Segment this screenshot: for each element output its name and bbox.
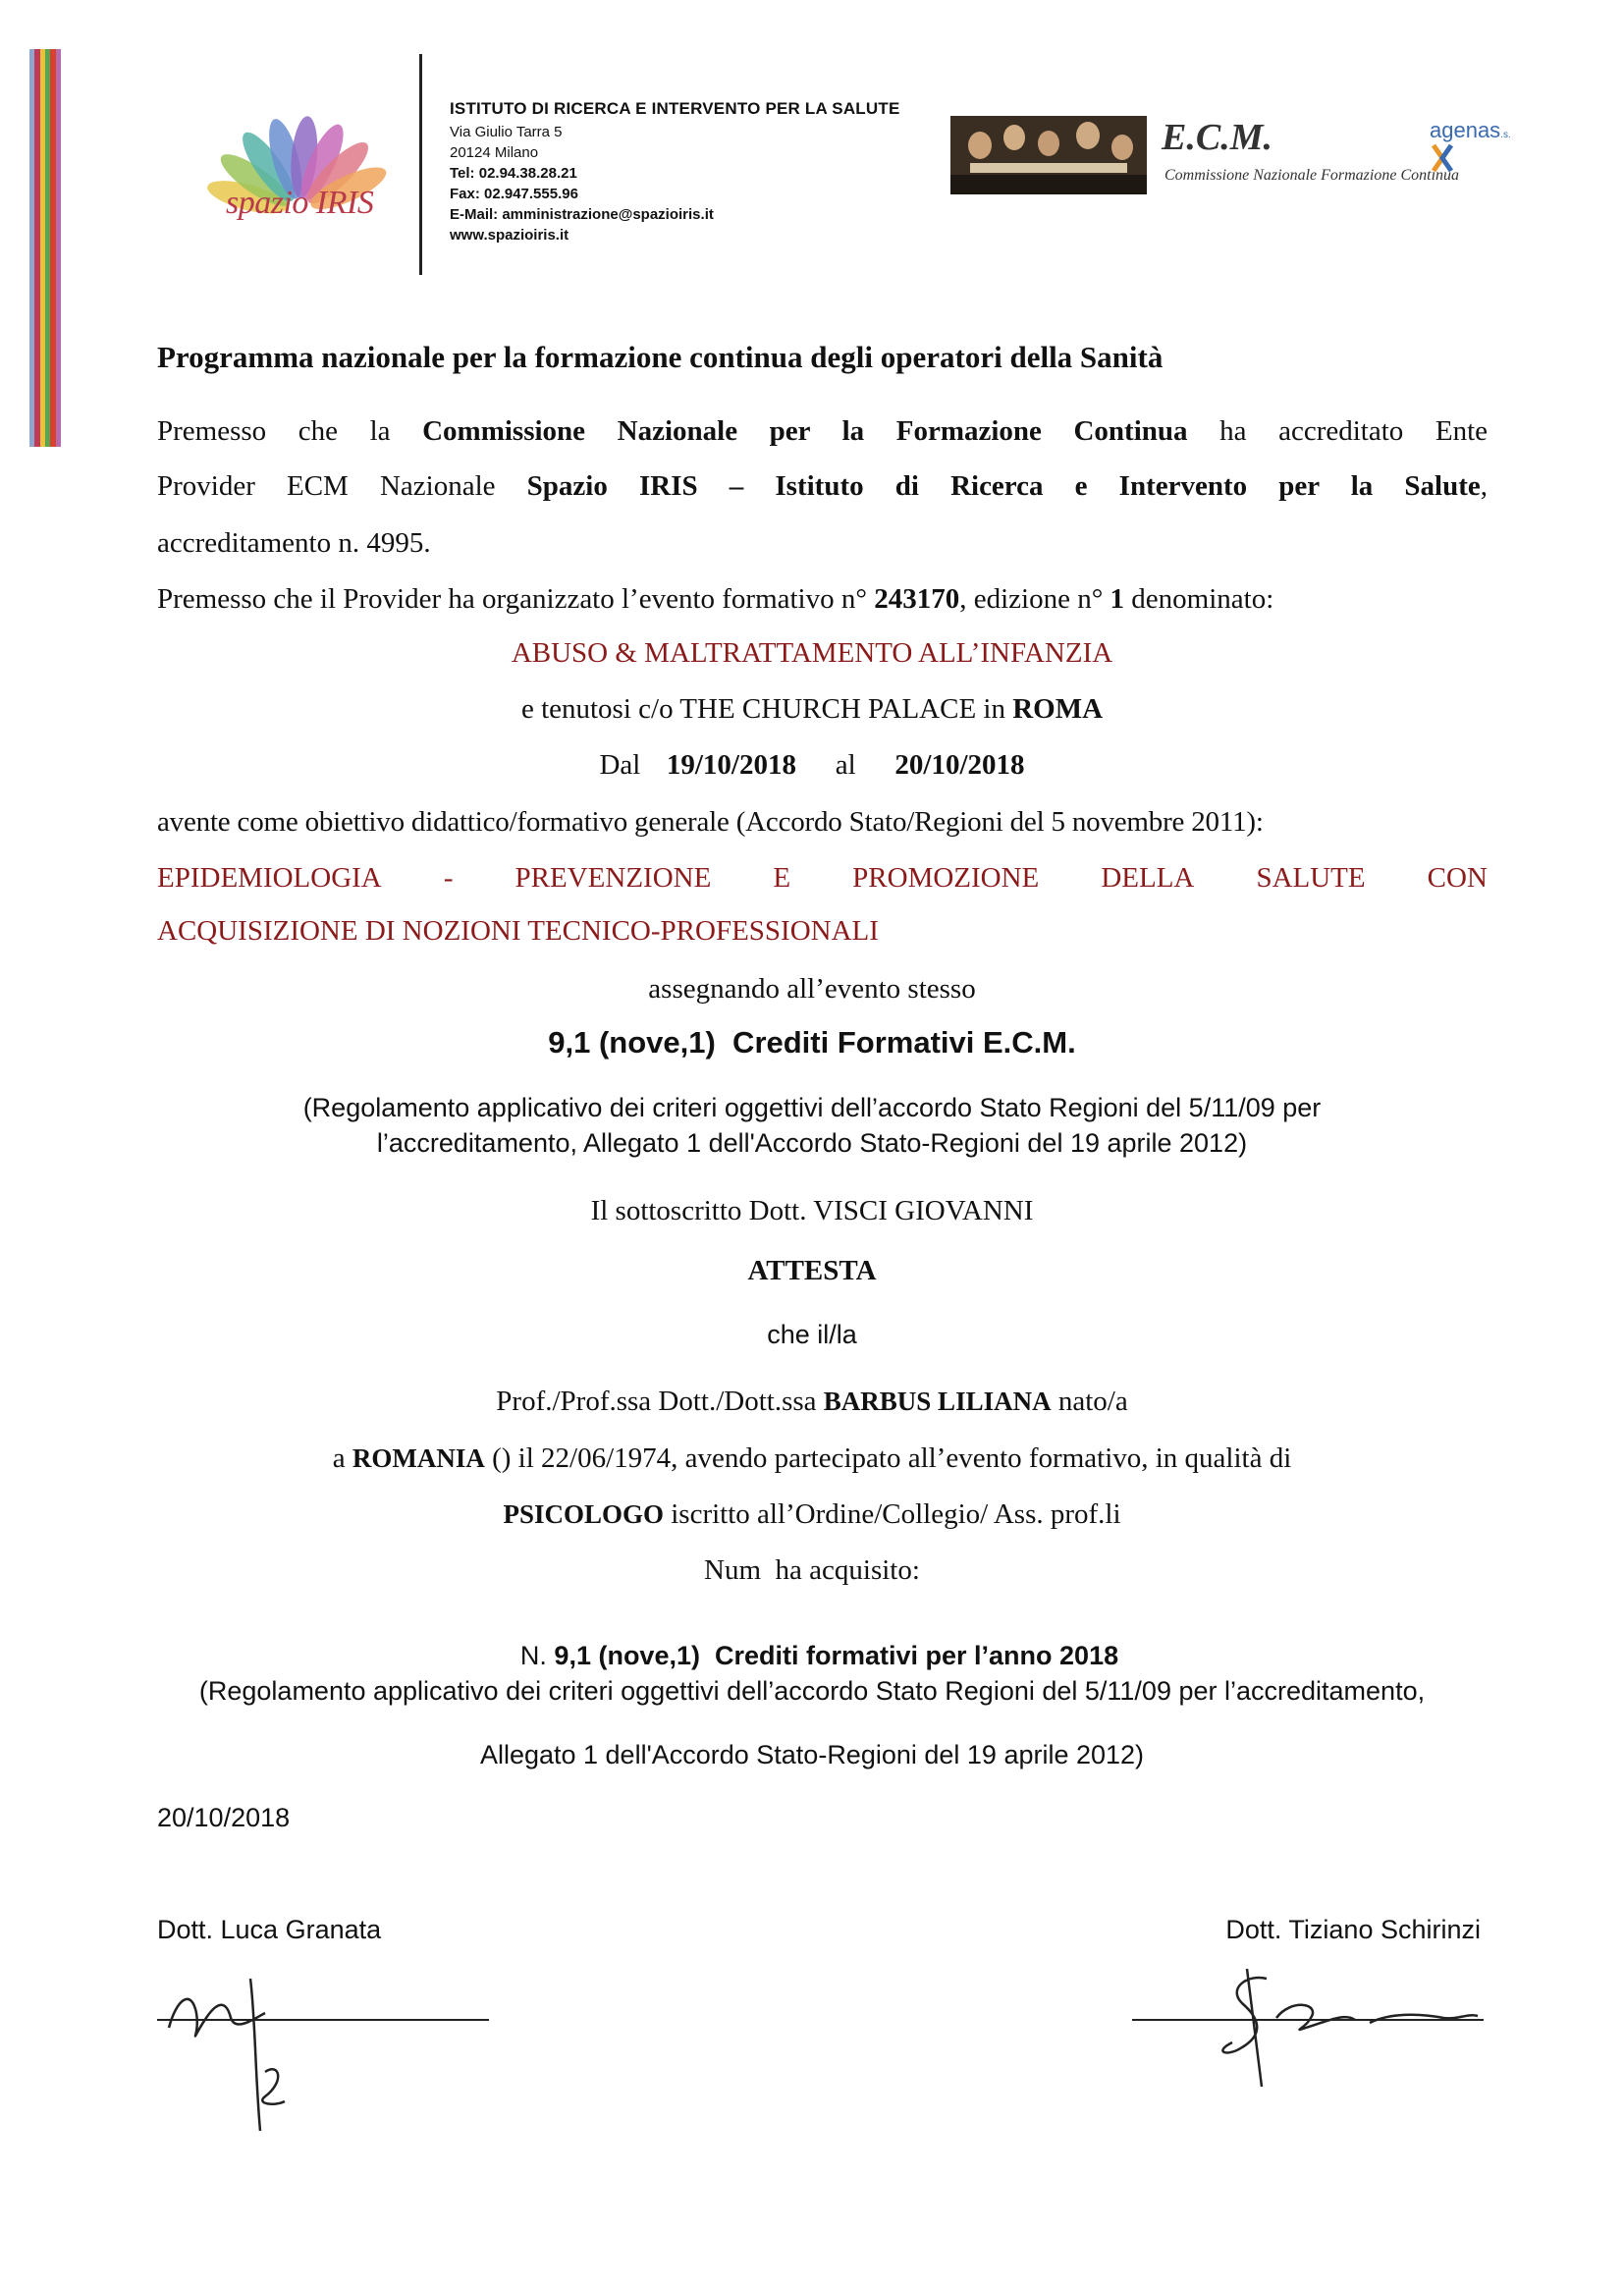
objective-intro: avente come obiettivo didattico/formativo generale (Accordo Stato/Regioni del 5 novembre 2011): [157,806,1264,838]
regulation-note-1-line-1: (Regolamento applicativo dei criteri oggettivi dell’accordo Stato Regioni del 5/11/09 per [302,1093,1322,1122]
regulation-note-2-line-2: Allegato 1 dell'Accordo Stato-Regioni del 19 aprile 2012) [479,1740,1145,1769]
acquired-line: Num ha acquisito: [704,1554,920,1586]
accreditation-number: accreditamento n. 4995. [157,527,431,559]
regulation-note-1 [0,1090,1624,1161]
objective-line-2: ACQUISIZIONE DI NOZIONI TECNICO-PROFESSIONALI [157,915,879,947]
signature-left-scribble [157,1959,334,2136]
event-title: ABUSO & MALTRATTAMENTO ALL’INFANZIA [511,637,1113,669]
event-venue: e tenutosi c/o THE CHURCH PALACE in ROMA [520,693,1104,725]
participant-birth-line: a ROMANIA () il 22/06/1974, avendo partecipato all’evento formativo, in qualità di [332,1442,1292,1474]
flower-logo-icon [201,98,398,245]
signature-right-name: Dott. Tiziano Schirinzi [1225,1915,1481,1944]
accreditation-line-2: Provider ECM Nazionale Spazio IRIS – Istituto di Ricerca e Intervento per la Salute, [157,470,1489,502]
institute-name: ISTITUTO DI RICERCA E INTERVENTO PER LA SALUTE [450,99,900,118]
page-title: Programma nazionale per la formazione continua degli operatori della Sanità [157,340,1164,374]
che-il-la: che il/la [767,1320,857,1349]
address-street: Via Giulio Tarra 5 [450,124,563,140]
ecm-title: E.C.M. [1162,117,1272,158]
undersigned: Il sottoscritto Dott. VISCI GIOVANNI [590,1195,1034,1226]
agenas-logo: agenas.s. [1430,118,1540,173]
email-address: E-Mail: amministrazione@spazioiris.it [450,206,714,223]
assign-text: assegnando all’evento stesso [648,973,976,1005]
signature-left-name: Dott. Luca Granata [157,1915,382,1944]
accreditation-line-1: Premesso che la Commissione Nazionale per la Formazione Continua ha accreditato Ente [157,415,1489,447]
ecm-subtitle: Commissione Nazionale Formazione Continua [1164,167,1460,184]
acquired-credits: N. 9,1 (nove,1) Crediti formativi per l’anno 2018 [519,1641,1119,1670]
institute-address-block [450,96,960,245]
credits-title: 9,1 (nove,1) Crediti Formativi E.C.M. [548,1025,1076,1060]
regulation-note-2-line-1: (Regolamento applicativo dei criteri oggettivi dell’accordo Stato Regioni del 5/11/09 per l’accreditamento, [198,1676,1426,1706]
agenas-mark-icon [1430,143,1455,173]
event-intro: Premesso che il Provider ha organizzato l’evento formativo n° 243170, edizione n° 1 denominato: [157,583,1274,615]
signature-right-scribble [1173,1959,1488,2096]
logo-text: spazio IRIS [226,185,374,221]
attesta-heading: ATTESTA [747,1255,877,1286]
website: www.spazioiris.it [450,227,569,244]
regulation-note-1-line-2: l’accreditamento, Allegato 1 dell'Accordo Stato-Regioni del 19 aprile 2012) [376,1128,1248,1158]
anatomy-painting-icon [950,116,1147,194]
header-divider [419,54,422,275]
address-city: 20124 Milano [450,144,539,161]
issue-date: 20/10/2018 [157,1803,291,1832]
phone-number: Tel: 02.94.38.28.21 [450,165,577,182]
decorative-rainbow-stripe [29,49,61,447]
event-dates: Dal 19/10/2018 al 20/10/2018 [599,749,1025,781]
ecm-logo [950,98,1540,196]
participant-name-line: Prof./Prof.ssa Dott./Dott.ssa BARBUS LILIANA nato/a [496,1386,1128,1417]
objective-line-1: EPIDEMIOLOGIA - PREVENZIONE E PROMOZIONE DELLA SALUTE CON [157,862,1488,894]
spazio-iris-logo [201,98,398,245]
participant-profession-line: PSICOLOGO iscritto all’Ordine/Collegio/ Ass. prof.li [503,1498,1121,1530]
fax-number: Fax: 02.947.555.96 [450,186,578,202]
